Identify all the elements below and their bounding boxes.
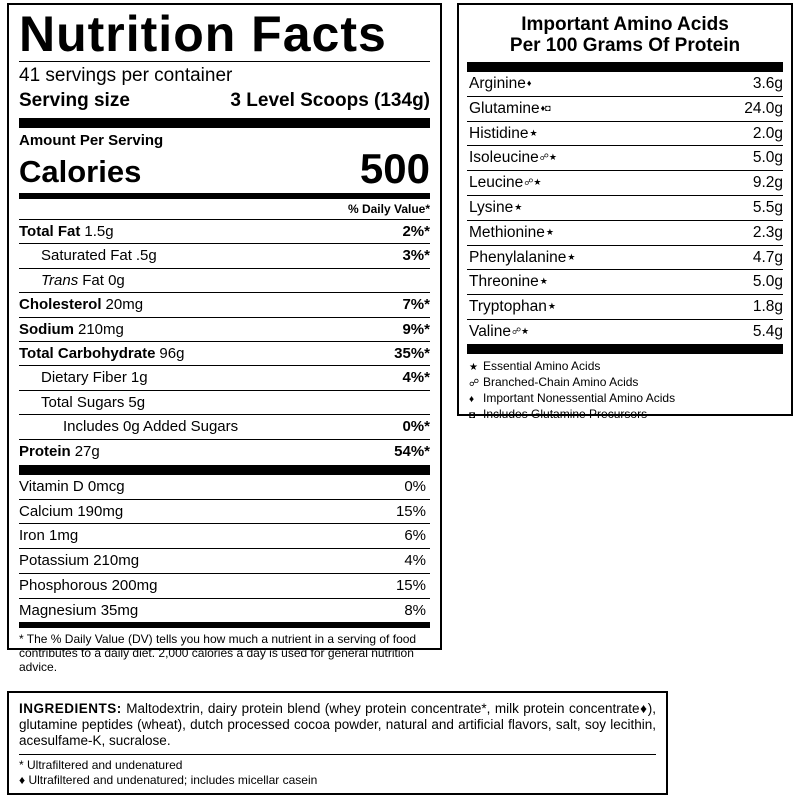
vitamin-label: Calcium 190mg [19,502,124,520]
ingredients-heading: INGREDIENTS: [19,701,122,716]
legend-item [469,359,783,375]
vitamin-daily-value: 6% [404,527,426,545]
amino-value: 5.0g [752,149,783,167]
legend-symbol: ★ [469,361,478,373]
amino-name-group [469,122,538,146]
nutrient-row [19,243,430,267]
vitamin-daily-value: 15% [395,502,426,520]
amino-marks: ★ [514,201,523,212]
amino-row [467,220,783,245]
amino-name-group [469,146,557,170]
legend-item [469,375,783,391]
nutrient-label: Trans [41,271,79,289]
nutrient-daily-value: 3%* [402,247,430,265]
amino-title [467,5,783,56]
nutrient-daily-value: 35%* [394,345,430,363]
amino-value: 2.0g [752,124,783,142]
nutrition-facts-title: Nutrition Facts [19,6,387,62]
nutrient-name-group [19,342,184,365]
amino-acids-panel [457,3,793,422]
amino-marks: ★ [545,226,554,237]
legend-symbol: ☍ [469,377,480,389]
nutrient-name-group [19,269,125,292]
nutrient-label: Includes 0g Added Sugars [63,418,239,436]
nutrient-amount: 5g [128,393,146,411]
nutrient-amount: Fat 0g [82,271,125,289]
nutrient-daily-value: 2%* [402,223,430,240]
vitamin-label: Vitamin D 0mcg [19,478,125,496]
vitamin-row [19,573,430,598]
vitamin-daily-value: 0% [404,478,426,496]
vitamin-row [19,499,430,524]
vitamin-label: Iron 1mg [19,527,79,545]
vitamin-daily-value: 8% [404,601,426,619]
nutrient-label: Dietary Fiber [41,369,127,387]
legend-text: Essential Amino Acids [483,358,601,373]
calories-row [19,145,430,192]
amino-list [467,72,783,344]
nutrient-daily-value: 4%* [402,369,430,387]
legend-symbol: ♦ [469,394,475,406]
amino-row [467,195,783,220]
amino-name-group [469,97,551,121]
amino-name-group [469,270,548,294]
legend-text: Branched-Chain Amino Acids [483,374,639,389]
amino-value: 9.2g [752,174,783,192]
nutrient-row [19,439,430,463]
nutrient-daily-value: 7%* [402,296,430,314]
vitamin-row [19,598,430,623]
nutrient-name-group [19,391,145,414]
amino-marks: ☍★ [511,325,530,336]
amino-name: Valine [469,322,511,340]
nutrient-row [19,292,430,316]
amino-value: 5.5g [752,198,783,216]
nutrient-row [19,268,430,292]
legend-text: Includes Glutamine Precursors [483,407,648,422]
amino-marks: ♦◘ [540,102,551,113]
nutrient-row [19,219,430,243]
amino-marks: ★ [567,251,576,262]
ingredients-note-1: * Ultrafiltered and undenatured [19,758,183,772]
calories-value: 500 [359,145,430,192]
amino-legend [467,354,783,424]
amino-value: 5.0g [752,273,783,291]
amino-name-group [469,295,556,319]
amino-name: Lysine [469,198,514,216]
vitamin-daily-value: 15% [395,576,426,594]
amino-name: Arginine [469,75,526,92]
nutrient-amount: 1.5g [84,223,114,240]
amino-value: 2.3g [752,223,783,241]
amino-value: 3.6g [752,75,783,92]
calories-label: Calories [19,154,142,189]
amino-name-group [469,72,531,96]
amino-marks: ♦ [526,78,532,88]
daily-value-footnote: * The % Daily Value (DV) tells you how much a nutrient in a serving of food contributes to a daily diet. 2,000 calories a day is used for general nutrition advice. [19,632,417,675]
nutrient-amount: 1g [130,369,148,387]
ingredients-note-2: ♦ Ultrafiltered and undenatured; includes micellar casein [19,773,318,787]
vitamin-label: Phosphorous 200mg [19,576,158,594]
nutrient-daily-value: 54%* [394,442,430,460]
amino-name-group [469,221,554,245]
nutrient-label: Cholesterol [19,296,102,314]
nutrient-name-group [19,415,238,438]
nutrient-amount: .5g [135,247,157,265]
nutrient-name-group [19,293,143,316]
amino-name-group [469,320,529,344]
vitamin-list [19,475,430,622]
legend-symbol: ◘ [469,410,476,422]
vitamin-row [19,475,430,499]
nutrient-label: Total Fat [19,223,81,240]
amino-row [467,294,783,319]
nutrient-daily-value: 9%* [402,320,430,338]
serving-size-value: 3 Level Scoops (134g) [230,90,430,111]
amino-row [467,96,783,121]
nutrient-name-group [19,440,100,463]
ingredients-panel [7,691,668,795]
nutrient-label: Protein [19,442,71,460]
nutrient-amount: 27g [74,442,100,460]
amino-marks: ☍★ [524,177,542,188]
amino-row [467,121,783,146]
amino-row [467,170,783,195]
amino-name: Tryptophan [469,298,547,316]
amino-title-line1: Important Amino Acids [521,14,729,35]
nutrient-row [19,390,430,414]
vitamin-daily-value: 4% [404,552,426,570]
servings-per-container: 41 servings per container [19,65,233,86]
amino-name-group [469,246,575,270]
ingredients-list: Maltodextrin, dairy protein blend (whey protein concentrate*, milk protein concentrate♦), glutamine peptides (wheat), dutch processed cocoa powder, natural and artificial flavors, salt, soy lecithin, acesulfame-K, sucralose. [19,701,656,748]
amino-row [467,245,783,270]
amino-marks: ☍★ [539,152,557,163]
nutrient-amount: 96g [159,345,185,363]
nutrition-facts-panel [7,3,442,675]
ingredients-text [19,693,656,749]
nutrient-row [19,317,430,341]
amino-value: 24.0g [744,99,783,117]
amino-name: Leucine [469,174,524,192]
amino-row [467,145,783,170]
nutrient-name-group [19,366,148,389]
vitamin-row [19,548,430,573]
legend-item [469,407,783,423]
amino-marks: ★ [529,127,538,138]
legend-item [469,391,783,407]
nutrient-row [19,414,430,438]
amino-value: 5.4g [752,322,783,340]
ingredients-notes [19,754,656,788]
amino-name: Phenylalanine [469,248,567,266]
amino-name-group [469,196,522,220]
serving-size-label: Serving size [19,90,130,111]
nutrient-daily-value: 0%* [402,418,430,436]
amino-name: Threonine [469,273,539,291]
nutrient-row [19,365,430,389]
amino-value: 1.8g [752,298,783,316]
amino-name: Methionine [469,223,545,241]
amino-name: Histidine [469,124,529,142]
nutrient-list [19,219,430,463]
nutrient-row [19,341,430,365]
legend-text: Important Nonessential Amino Acids [483,391,676,406]
amino-marks: ★ [539,276,548,287]
nutrient-name-group [19,244,157,267]
nutrient-name-group [19,318,124,341]
amino-row [467,269,783,294]
amino-name: Isoleucine [469,149,539,167]
amino-title-line2: Per 100 Grams Of Protein [509,35,741,56]
nutrient-amount: 210mg [78,320,124,338]
amino-marks: ★ [547,301,556,312]
nutrient-name-group [19,220,114,243]
amino-row [467,72,783,96]
daily-value-header: % Daily Value* [347,202,430,216]
nutrient-label: Sodium [19,320,74,338]
amino-name-group [469,171,541,195]
amino-name: Glutamine [469,99,540,117]
nutrient-label: Saturated Fat [41,247,132,265]
vitamin-row [19,523,430,548]
vitamin-label: Magnesium 35mg [19,601,139,619]
amino-row [467,319,783,344]
nutrient-amount: 20mg [105,296,144,314]
serving-size-row [19,88,430,114]
amount-per-serving: Amount Per Serving [19,132,164,149]
vitamin-label: Potassium 210mg [19,552,140,570]
nutrient-label: Total Carbohydrate [19,345,156,363]
amino-value: 4.7g [752,248,783,266]
nutrient-label: Total Sugars [41,393,125,411]
